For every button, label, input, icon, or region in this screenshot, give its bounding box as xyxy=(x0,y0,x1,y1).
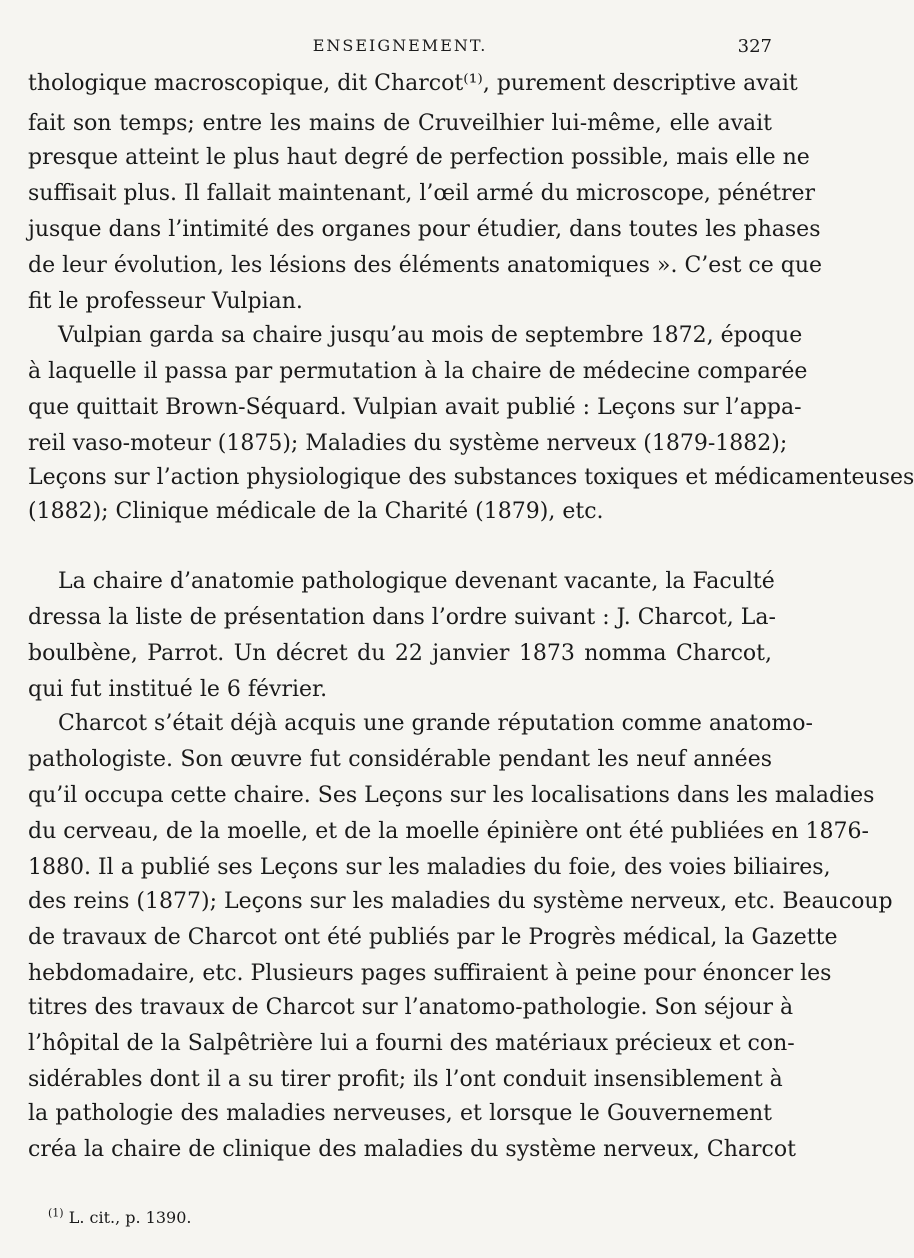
text-line: presque atteint le plus haut degré de perfection possible, mais elle ne xyxy=(28,145,810,170)
text-line: fait son temps; entre les mains de Cruveilhier lui-même, elle avait xyxy=(28,111,772,136)
text-line: reil vaso-moteur (1875); Maladies du système nerveux (1879-1882); xyxy=(28,431,788,456)
text-line: Vulpian garda sa chaire jusqu’au mois de septembre 1872, époque xyxy=(58,323,803,348)
footnote-marker: (1) xyxy=(48,1206,64,1220)
text-line: dressa la liste de présentation dans l’ordre suivant : J. Charcot, La- xyxy=(28,605,776,630)
footnote-text: L. cit., p. 1390. xyxy=(68,1208,192,1227)
text-line: La chaire d’anatomie pathologique devenant vacante, la Faculté xyxy=(58,569,775,594)
text-line: thologique macroscopique, dit Charcot⁽¹⁾, purement descriptive avait xyxy=(28,71,798,96)
page-number: 327 xyxy=(737,36,772,57)
text-line: des reins (1877); Leçons sur les maladies du système nerveux, etc. Beaucoup xyxy=(28,889,893,914)
footnote xyxy=(48,1208,191,1227)
text-line: pathologiste. Son œuvre fut considérable pendant les neuf années xyxy=(28,747,772,772)
text-line: de travaux de Charcot ont été publiés par le Progrès médical, la Gazette xyxy=(28,925,838,950)
page-header xyxy=(28,30,772,62)
text-line: fit le professeur Vulpian. xyxy=(28,289,303,314)
text-line: que quittait Brown-Séquard. Vulpian avait publié : Leçons sur l’appa- xyxy=(28,395,802,420)
text-line: à laquelle il passa par permutation à la chaire de médecine comparée xyxy=(28,359,808,384)
text-line: boulbène, Parrot. Un décret du 22 janvier 1873 nomma Charcot, xyxy=(28,641,772,666)
text-line: jusque dans l’intimité des organes pour étudier, dans toutes les phases xyxy=(28,217,821,242)
text-line: qu’il occupa cette chaire. Ses Leçons sur les localisations dans les maladies xyxy=(28,783,875,808)
text-line: titres des travaux de Charcot sur l’anatomo-pathologie. Son séjour à xyxy=(28,995,794,1020)
text-line: suffisait plus. Il fallait maintenant, l’œil armé du microscope, pénétrer xyxy=(28,181,816,206)
text-line: l’hôpital de la Salpêtrière lui a fourni des matériaux précieux et con- xyxy=(28,1031,795,1056)
text-line: 1880. Il a publié ses Leçons sur les maladies du foie, des voies biliaires, xyxy=(28,855,831,880)
text-line: sidérables dont il a su tirer profit; ils l’ont conduit insensiblement à xyxy=(28,1067,783,1092)
text-line: Charcot s’était déjà acquis une grande réputation comme anatomo- xyxy=(58,711,813,736)
text-line: du cerveau, de la moelle, et de la moelle épinière ont été publiées en 1876- xyxy=(28,819,869,844)
text-line: créa la chaire de clinique des maladies du système nerveux, Charcot xyxy=(28,1137,796,1162)
text-line: Leçons sur l’action physiologique des substances toxiques et médicamenteuses xyxy=(28,465,914,490)
running-title: ENSEIGNEMENT. xyxy=(312,36,488,55)
text-line: (1882); Clinique médicale de la Charité (1879), etc. xyxy=(28,499,604,524)
text-line: de leur évolution, les lésions des éléments anatomiques ». C’est ce que xyxy=(28,253,823,278)
text-line: la pathologie des maladies nerveuses, et lorsque le Gouvernement xyxy=(28,1101,772,1126)
text-line: qui fut institué le 6 février. xyxy=(28,677,328,702)
text-line: hebdomadaire, etc. Plusieurs pages suffiraient à peine pour énoncer les xyxy=(28,961,832,986)
